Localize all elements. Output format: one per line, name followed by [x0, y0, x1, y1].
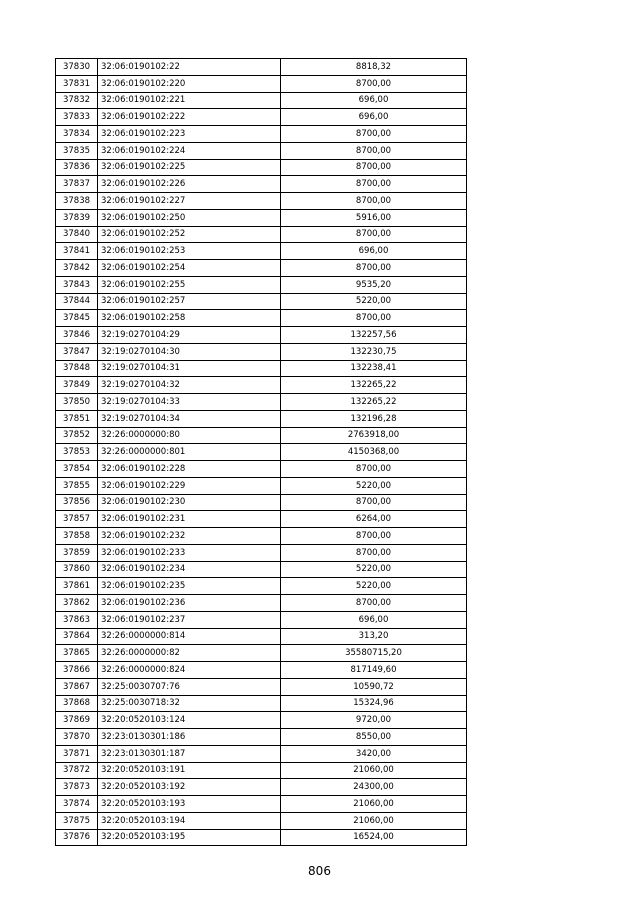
table-row: [56, 75, 467, 92]
row-number-cell: 37869: [56, 712, 98, 729]
value-cell: 132196,28: [281, 410, 467, 427]
table-row: [56, 126, 467, 143]
cadastral-number-cell: 32:06:0190102:257: [98, 293, 281, 310]
value-cell: 8700,00: [281, 142, 467, 159]
cadastral-number-cell: 32:06:0190102:226: [98, 176, 281, 193]
row-number-cell: 37857: [56, 511, 98, 528]
row-number-cell: 37871: [56, 745, 98, 762]
row-number-cell: 37852: [56, 427, 98, 444]
row-number-cell: 37853: [56, 444, 98, 461]
value-cell: 35580715,20: [281, 645, 467, 662]
table-row: [56, 59, 467, 76]
cadastral-number-cell: 32:25:0030707:76: [98, 678, 281, 695]
row-number-cell: 37867: [56, 678, 98, 695]
table-row: [56, 561, 467, 578]
cadastral-number-cell: 32:26:0000000:82: [98, 645, 281, 662]
value-cell: 8700,00: [281, 176, 467, 193]
row-number-cell: 37836: [56, 159, 98, 176]
cadastral-number-cell: 32:06:0190102:234: [98, 561, 281, 578]
row-number-cell: 37846: [56, 327, 98, 344]
value-cell: 8550,00: [281, 729, 467, 746]
row-number-cell: 37848: [56, 360, 98, 377]
table-row: [56, 444, 467, 461]
cadastral-number-cell: 32:19:0270104:32: [98, 377, 281, 394]
value-cell: 8818,32: [281, 59, 467, 76]
value-cell: 15324,96: [281, 695, 467, 712]
table-row: [56, 343, 467, 360]
value-cell: 696,00: [281, 109, 467, 126]
value-cell: 21060,00: [281, 812, 467, 829]
table-row: [56, 477, 467, 494]
cadastral-number-cell: 32:26:0000000:80: [98, 427, 281, 444]
value-cell: 24300,00: [281, 779, 467, 796]
row-number-cell: 37873: [56, 779, 98, 796]
value-cell: 8700,00: [281, 544, 467, 561]
cadastral-number-cell: 32:20:0520103:192: [98, 779, 281, 796]
cadastral-number-cell: 32:19:0270104:29: [98, 327, 281, 344]
table-row: [56, 645, 467, 662]
value-cell: 8700,00: [281, 494, 467, 511]
value-cell: 4150368,00: [281, 444, 467, 461]
row-number-cell: 37835: [56, 142, 98, 159]
table-body: [56, 59, 467, 846]
value-cell: 8700,00: [281, 528, 467, 545]
cadastral-number-cell: 32:26:0000000:824: [98, 662, 281, 679]
value-cell: 8700,00: [281, 75, 467, 92]
row-number-cell: 37833: [56, 109, 98, 126]
cadastral-number-cell: 32:06:0190102:222: [98, 109, 281, 126]
row-number-cell: 37850: [56, 394, 98, 411]
cadastral-number-cell: 32:06:0190102:258: [98, 310, 281, 327]
row-number-cell: 37840: [56, 226, 98, 243]
cadastral-number-cell: 32:20:0520103:193: [98, 796, 281, 813]
table-row: [56, 461, 467, 478]
cadastral-number-cell: 32:06:0190102:229: [98, 477, 281, 494]
row-number-cell: 37861: [56, 578, 98, 595]
table-row: [56, 812, 467, 829]
row-number-cell: 37834: [56, 126, 98, 143]
cadastral-number-cell: 32:20:0520103:124: [98, 712, 281, 729]
value-cell: 8700,00: [281, 159, 467, 176]
row-number-cell: 37856: [56, 494, 98, 511]
table-row: [56, 762, 467, 779]
cadastral-number-cell: 32:06:0190102:225: [98, 159, 281, 176]
table-row: [56, 193, 467, 210]
value-cell: 5220,00: [281, 578, 467, 595]
cadastral-number-cell: 32:06:0190102:231: [98, 511, 281, 528]
cadastral-number-cell: 32:06:0190102:233: [98, 544, 281, 561]
cadastral-number-cell: 32:19:0270104:34: [98, 410, 281, 427]
cadastral-number-cell: 32:06:0190102:228: [98, 461, 281, 478]
cadastral-number-cell: 32:06:0190102:254: [98, 260, 281, 277]
row-number-cell: 37859: [56, 544, 98, 561]
value-cell: 696,00: [281, 611, 467, 628]
value-cell: 817149,60: [281, 662, 467, 679]
table-row: [56, 176, 467, 193]
table-row: [56, 595, 467, 612]
value-cell: 6264,00: [281, 511, 467, 528]
cadastral-number-cell: 32:06:0190102:220: [98, 75, 281, 92]
row-number-cell: 37849: [56, 377, 98, 394]
value-cell: 2763918,00: [281, 427, 467, 444]
table-row: [56, 109, 467, 126]
row-number-cell: 37876: [56, 829, 98, 846]
cadastral-number-cell: 32:26:0000000:814: [98, 628, 281, 645]
cadastral-number-cell: 32:06:0190102:230: [98, 494, 281, 511]
row-number-cell: 37870: [56, 729, 98, 746]
cadastral-number-cell: 32:06:0190102:22: [98, 59, 281, 76]
value-cell: 5220,00: [281, 293, 467, 310]
row-number-cell: 37838: [56, 193, 98, 210]
row-number-cell: 37865: [56, 645, 98, 662]
table-row: [56, 377, 467, 394]
value-cell: 696,00: [281, 243, 467, 260]
cadastral-number-cell: 32:23:0130301:186: [98, 729, 281, 746]
cadastral-number-cell: 32:20:0520103:191: [98, 762, 281, 779]
row-number-cell: 37864: [56, 628, 98, 645]
row-number-cell: 37874: [56, 796, 98, 813]
table-row: [56, 578, 467, 595]
table-row: [56, 494, 467, 511]
cadastral-number-cell: 32:19:0270104:33: [98, 394, 281, 411]
value-cell: 696,00: [281, 92, 467, 109]
table-row: [56, 511, 467, 528]
table-row: [56, 310, 467, 327]
value-cell: 21060,00: [281, 796, 467, 813]
row-number-cell: 37843: [56, 276, 98, 293]
table-row: [56, 142, 467, 159]
page-number: 806: [308, 864, 331, 878]
table-row: [56, 678, 467, 695]
cadastral-number-cell: 32:19:0270104:30: [98, 343, 281, 360]
table-row: [56, 662, 467, 679]
cadastral-number-cell: 32:06:0190102:250: [98, 209, 281, 226]
value-cell: 9535,20: [281, 276, 467, 293]
value-cell: 8700,00: [281, 461, 467, 478]
row-number-cell: 37862: [56, 595, 98, 612]
value-cell: 5220,00: [281, 561, 467, 578]
row-number-cell: 37837: [56, 176, 98, 193]
row-number-cell: 37845: [56, 310, 98, 327]
table-row: [56, 544, 467, 561]
table-row: [56, 745, 467, 762]
row-number-cell: 37839: [56, 209, 98, 226]
value-cell: 8700,00: [281, 226, 467, 243]
table-row: [56, 779, 467, 796]
row-number-cell: 37872: [56, 762, 98, 779]
cadastral-number-cell: 32:26:0000000:801: [98, 444, 281, 461]
table-row: [56, 360, 467, 377]
table-row: [56, 276, 467, 293]
row-number-cell: 37868: [56, 695, 98, 712]
row-number-cell: 37860: [56, 561, 98, 578]
value-cell: 132238,41: [281, 360, 467, 377]
value-cell: 21060,00: [281, 762, 467, 779]
row-number-cell: 37844: [56, 293, 98, 310]
value-cell: 132265,22: [281, 377, 467, 394]
value-cell: 8700,00: [281, 193, 467, 210]
table-row: [56, 611, 467, 628]
table-row: [56, 327, 467, 344]
row-number-cell: 37841: [56, 243, 98, 260]
row-number-cell: 37863: [56, 611, 98, 628]
cadastral-number-cell: 32:06:0190102:235: [98, 578, 281, 595]
cadastral-number-cell: 32:06:0190102:255: [98, 276, 281, 293]
row-number-cell: 37831: [56, 75, 98, 92]
cadastral-number-cell: 32:25:0030718:32: [98, 695, 281, 712]
cadastral-number-cell: 32:06:0190102:252: [98, 226, 281, 243]
row-number-cell: 37830: [56, 59, 98, 76]
value-cell: 8700,00: [281, 310, 467, 327]
value-cell: 8700,00: [281, 595, 467, 612]
value-cell: 8700,00: [281, 260, 467, 277]
row-number-cell: 37851: [56, 410, 98, 427]
value-cell: 5220,00: [281, 477, 467, 494]
cadastral-number-cell: 32:20:0520103:194: [98, 812, 281, 829]
table-row: [56, 796, 467, 813]
table-row: [56, 159, 467, 176]
row-number-cell: 37854: [56, 461, 98, 478]
table-row: [56, 410, 467, 427]
row-number-cell: 37847: [56, 343, 98, 360]
cadastral-number-cell: 32:06:0190102:253: [98, 243, 281, 260]
row-number-cell: 37866: [56, 662, 98, 679]
value-cell: 9720,00: [281, 712, 467, 729]
cadastral-number-cell: 32:06:0190102:223: [98, 126, 281, 143]
value-cell: 5916,00: [281, 209, 467, 226]
table-row: [56, 528, 467, 545]
table-row: [56, 92, 467, 109]
table-row: [56, 209, 467, 226]
row-number-cell: 37875: [56, 812, 98, 829]
value-cell: 132265,22: [281, 394, 467, 411]
data-table: [55, 58, 467, 846]
table-row: [56, 226, 467, 243]
value-cell: 132230,75: [281, 343, 467, 360]
row-number-cell: 37832: [56, 92, 98, 109]
table-row: [56, 427, 467, 444]
cadastral-number-cell: 32:06:0190102:232: [98, 528, 281, 545]
row-number-cell: 37858: [56, 528, 98, 545]
cadastral-number-cell: 32:20:0520103:195: [98, 829, 281, 846]
table-row: [56, 394, 467, 411]
table-row: [56, 293, 467, 310]
cadastral-number-cell: 32:06:0190102:221: [98, 92, 281, 109]
cadastral-number-cell: 32:23:0130301:187: [98, 745, 281, 762]
value-cell: 132257,56: [281, 327, 467, 344]
value-cell: 16524,00: [281, 829, 467, 846]
cadastral-number-cell: 32:06:0190102:227: [98, 193, 281, 210]
row-number-cell: 37842: [56, 260, 98, 277]
cadastral-number-cell: 32:06:0190102:224: [98, 142, 281, 159]
value-cell: 3420,00: [281, 745, 467, 762]
table-row: [56, 628, 467, 645]
cadastral-number-cell: 32:19:0270104:31: [98, 360, 281, 377]
table-row: [56, 829, 467, 846]
table-row: [56, 729, 467, 746]
table-row: [56, 260, 467, 277]
cadastral-number-cell: 32:06:0190102:237: [98, 611, 281, 628]
value-cell: 10590,72: [281, 678, 467, 695]
table-row: [56, 243, 467, 260]
value-cell: 313,20: [281, 628, 467, 645]
table-row: [56, 712, 467, 729]
table-row: [56, 695, 467, 712]
row-number-cell: 37855: [56, 477, 98, 494]
value-cell: 8700,00: [281, 126, 467, 143]
cadastral-number-cell: 32:06:0190102:236: [98, 595, 281, 612]
